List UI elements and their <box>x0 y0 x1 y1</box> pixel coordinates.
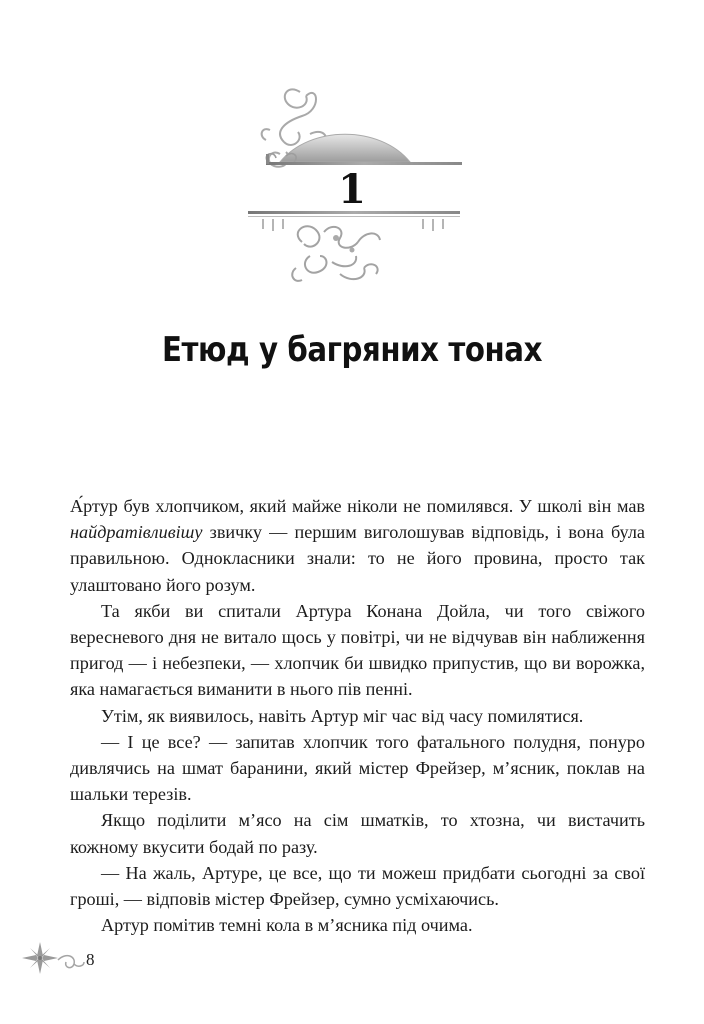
page-number: 8 <box>86 950 95 969</box>
paragraph <box>70 493 645 598</box>
chapter-number: 1 <box>338 166 366 213</box>
paragraph: Утім, як виявилось, навіть Артур міг час від часу помилятися. <box>101 705 584 726</box>
chapter-body <box>70 493 645 938</box>
paragraph-text: звичку — першим виголошував відповідь, і вона була правильною. Однокласники знали: то не його провина, просто так улаштовано його розум. <box>70 522 645 595</box>
paragraph: Та якби ви спитали Артура Конана Дойла, чи того свіжого вересневого дня не витало щось у повітрі, чи не відчував він наближення пригод — і небезпеки, — хлопчик би швидко припустив, що ви ворожка, яка намагається виманити в нього пів пенні. <box>70 600 645 700</box>
emphasized-word: найдратівливішу <box>70 522 203 543</box>
chapter-title: Етюд у багряних тонах <box>161 330 543 370</box>
paragraph: Якщо поділити м’ясо на сім шматків, то хтозна, чи вистачить кожному вкусити бодай по разу. <box>70 810 645 857</box>
paragraph: — І це все? — запитав хлопчик того фатального полудня, понуро дивлячись на шмат баранини, який містер Фрейзер, м’ясник, поклав на шальки терезів. <box>70 731 645 805</box>
paragraph-text: А́ртур був хлопчиком, який майже ніколи не помилявся. У школі він мав <box>70 496 645 516</box>
compass-ornament-icon <box>18 938 88 978</box>
paragraph: — На жаль, Артуре, це все, що ти можеш придбати сьогодні за свої гроші, — відповів містер Фрейзер, сумно усміхаючись. <box>70 862 645 910</box>
paragraph: Артур помітив темні кола в м’ясника під очима. <box>101 915 473 936</box>
